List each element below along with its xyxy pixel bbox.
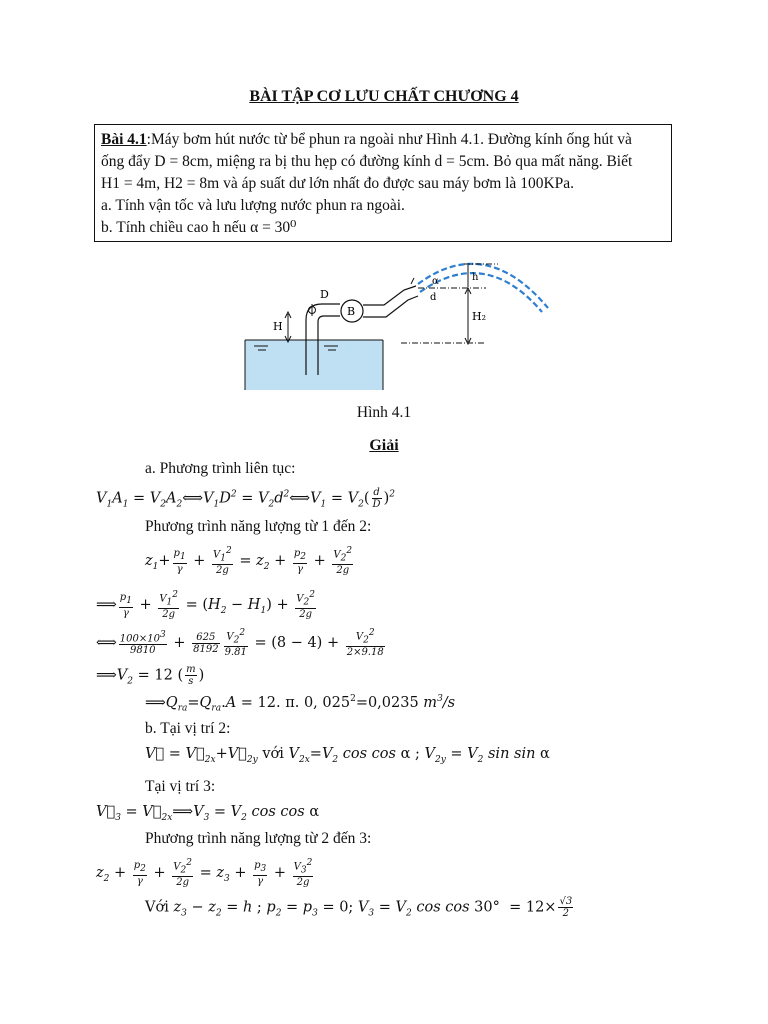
- part-a-title: a. Phương trình liên tục:: [145, 460, 296, 477]
- pos3-title: Tại vị trí 3:: [145, 778, 216, 795]
- eq-conditions: Với $z_3 - z_2 = h$ ; $p_2 = p_3 = 0$; $V_3 = V_2$ cos cos 30° = 12× $\frac{√3}{2}$: [145, 896, 573, 919]
- page-title: BÀI TẬP CƠ LƯU CHẤT CHƯƠNG 4: [249, 88, 519, 105]
- eq-step-1: ⟹ $\frac{p_1}{\gamma}$ + $\frac{V_1^2}{2g}$ = $(H_2 - H_1)$ + $\frac{V_2^2}{2g}$: [96, 590, 315, 621]
- figure-caption: Hình 4.1: [356, 404, 412, 421]
- label-D: D: [320, 288, 329, 301]
- eq-bernoulli-12: $z_1+$ $\frac{p_1}{\gamma}$ + $\frac{V_1^2}{2g}$ = $z_2$ + $\frac{p_2}{\gamma}$ + $\frac{V_2^2}{2g}$: [145, 546, 353, 577]
- label-alpha: α: [432, 276, 439, 287]
- eq-velocity-2: V⃗ = $V⃗_{2x}+V⃗_{2y}$ với $V_{2x}=V_2$ cos cos α ; $V_{2y} = V_2$ sin sin α: [145, 746, 550, 765]
- voi-label: Với: [145, 899, 169, 916]
- pump-figure: [236, 250, 556, 398]
- part-b-title: b. Tại vị trí 2:: [145, 720, 231, 737]
- eq-continuity: $V_1A_1$ = $V_2A_2⟺V_1D^2$ = $V_2d^2⟺V_1 = V_2$( $\frac{d}{D}$ )$^2$: [96, 487, 395, 510]
- problem-label: Bài 4.1: [101, 131, 147, 148]
- voi-mid: với: [262, 746, 284, 762]
- problem-line-1: [101, 129, 665, 151]
- energy-23-title: Phương trình năng lượng từ 2 đến 3:: [145, 830, 372, 847]
- problem-text-1: :Máy bơm hút nước từ bể phun ra ngoài như Hình 4.1. Đường kính ống hút và: [146, 131, 632, 148]
- eq-result-v2: $⟹V_2 = 12$ ( $\frac{m}{s}$ ): [96, 664, 205, 687]
- label-h: h: [472, 272, 479, 283]
- problem-line-5: b. Tính chiều cao h nếu α = 30⁰: [101, 219, 297, 236]
- label-H: H: [273, 320, 283, 333]
- eq-step-2: ⟺ $\frac{100\times 10^3}{9810}$ + $\frac{625}{8192}$ $\frac{V_2^2}{9.81}$ = (8 − 4) + $\frac{V_2^2}{2\times 9.18}$: [96, 628, 384, 659]
- eq-velocity-3: $V⃗_3$ = $V⃗_{2x}⟹V_3 = V_2$ cos cos α: [96, 804, 320, 823]
- problem-line-4: a. Tính vận tốc và lưu lượng nước phun ra ngoài.: [101, 197, 405, 214]
- label-H2: H₂: [472, 310, 487, 323]
- label-B: B: [347, 305, 356, 318]
- energy-12-title: Phương trình năng lượng từ 1 đến 2:: [145, 518, 372, 535]
- label-d: d: [430, 292, 437, 303]
- water-tank: [245, 340, 383, 390]
- problem-line-2: ống đẩy D = 8cm, miệng ra bị thu hẹp có đường kính d = 5cm. Bỏ qua mất năng. Biết: [101, 153, 633, 170]
- problem-line-3: H1 = 4m, H2 = 8m và áp suất dư lớn nhất đo được sau máy bơm là 100KPa.: [101, 175, 575, 192]
- eq-bernoulli-23: $z_2$ + $\frac{p_2}{\gamma}$ + $\frac{V_2^2}{2g}$ = $z_3$ + $\frac{p_3}{\gamma}$ + $\frac{V_3^2}{2g}$: [96, 858, 313, 889]
- problem-box: [94, 124, 672, 242]
- eq-result-q: $⟹Q_{ra}=Q_{ra}.A = 12$. π. 0, $025^2=0,0235$ $m^3/s$: [145, 694, 456, 714]
- solution-heading: Giải: [369, 437, 399, 454]
